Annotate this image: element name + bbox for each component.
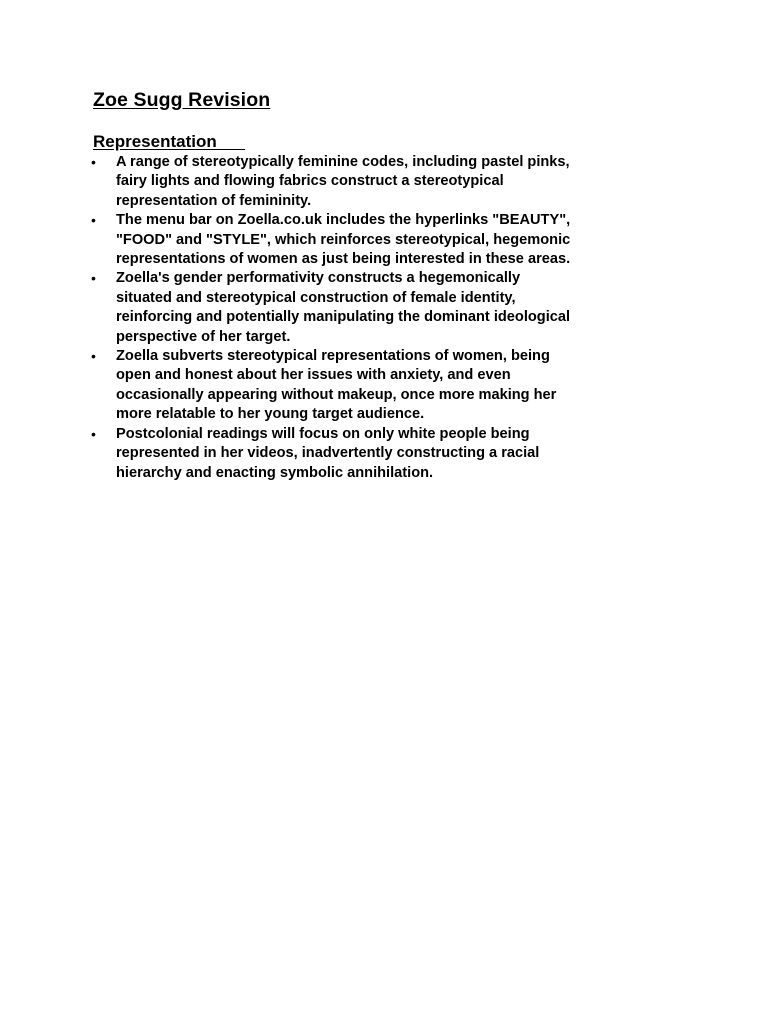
bullet-item	[91, 211, 691, 269]
bullet-list	[91, 153, 691, 483]
section-heading-representation: Representation	[93, 132, 246, 151]
bullet-line: occasionally appearing without makeup, once more making her	[116, 386, 557, 403]
document-title: Zoe Sugg Revision	[93, 89, 271, 111]
bullet-line: open and honest about her issues with anxiety, and even	[116, 367, 511, 384]
bullet-item	[91, 347, 691, 425]
bullet-line: • The menu bar on Zoella.co.uk includes the hyperlinks "BEAUTY",	[116, 212, 571, 229]
bullet-item	[91, 153, 691, 211]
bullet-line: more relatable to her young target audience.	[116, 406, 425, 423]
bullet-line: • Postcolonial readings will focus on only white people being	[116, 425, 530, 442]
bullet-line: reinforcing and potentially manipulating the dominant ideological	[116, 309, 571, 326]
bullet-line: situated and stereotypical construction of female identity,	[116, 289, 516, 306]
bullet-item	[91, 269, 691, 347]
bullet-line: hierarchy and enacting symbolic annihilation.	[116, 464, 434, 481]
bullet-line: • Zoella subverts stereotypical representations of women, being	[116, 348, 550, 365]
bullet-line: representation of femininity.	[116, 192, 312, 209]
bullet-line: "FOOD" and "STYLE", which reinforces stereotypical, hegemonic	[116, 231, 571, 248]
bullet-line: • Zoella's gender performativity constructs a hegemonically	[116, 270, 521, 287]
bullet-line: • A range of stereotypically feminine codes, including pastel pinks,	[116, 154, 570, 170]
bullet-item	[91, 425, 691, 483]
bullet-line: perspective of her target.	[116, 328, 291, 345]
bullet-line: represented in her videos, inadvertently constructing a racial	[116, 445, 540, 462]
bullet-line: fairy lights and flowing fabrics construct a stereotypical	[116, 173, 504, 190]
bullet-line: representations of women as just being interested in these areas.	[116, 251, 571, 268]
